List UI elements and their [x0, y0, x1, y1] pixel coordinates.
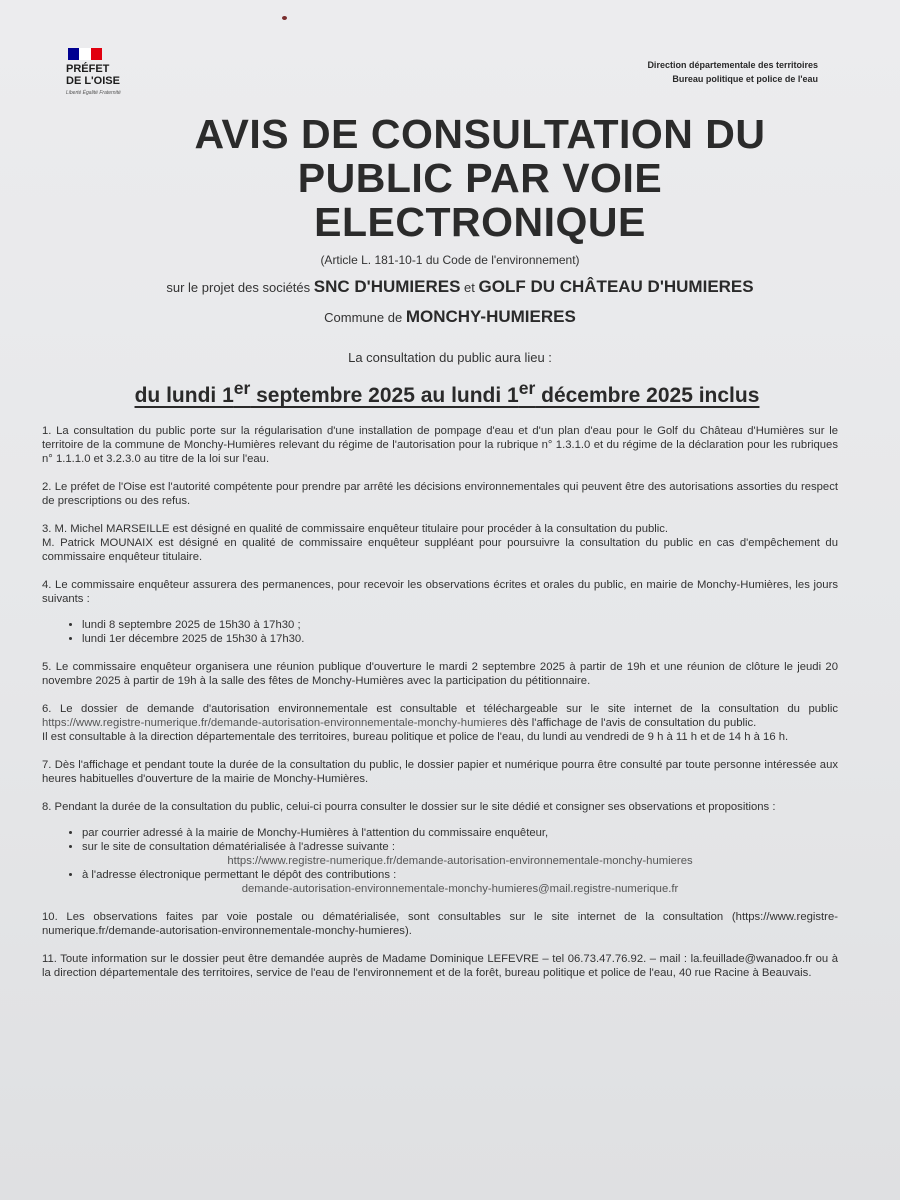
list-item: • par courrier adressé à la mairie de Monchy-Humières à l'attention du commissaire enquêteur,	[82, 826, 838, 840]
item-5: 5. Le commissaire enquêteur organisera une réunion publique d'ouverture le mardi 2 septembre 2025 à partir de 19h et une réunion de clôture le jeudi 20 novembre 2025 à partir de 19h à la salle des fêtes de Monchy-Humières avec la participation du pétitionnaire.	[42, 661, 838, 687]
list-item: • sur le site de consultation dématérialisée à l'adresse suivante : https://www.registre-numerique.fr/demande-autorisation-environnementale-monchy-humieres	[82, 840, 838, 868]
french-flag-icon	[68, 48, 102, 60]
commune-line: Commune de MONCHY-HUMIERES	[324, 307, 576, 326]
item-1: 1. La consultation du public porte sur la régularisation d'une installation de pompage d'eau et d'un plan d'eau pour le Golf du Château d'Humières sur le territoire de la commune de Monchy-Humières relevant du régime de l'autorisation pour la rubrique n° 1.3.1.0 et du régime de la déclaration pour les rubriques n° 1.1.1.0 et 3.2.3.0 au titre de la loi sur l'eau.	[42, 425, 838, 465]
item-2: 2. Le préfet de l'Oise est l'autorité compétente pour prendre par arrêté les décisions environnementales qui peuvent être des autorisations assorties du respect de prescriptions ou des refus.	[42, 481, 838, 507]
consultation-dates: du lundi 1er septembre 2025 au lundi 1er décembre 2025 inclus	[134, 378, 760, 407]
item-4: 4. Le commissaire enquêteur assurera des permanences, pour recevoir les observations écrites et orales du public, en mairie de Monchy-Humières, les jours suivants :	[42, 579, 838, 605]
permanences-list	[42, 618, 838, 646]
consultation-intro: La consultation du public aura lieu :	[348, 350, 552, 365]
item-3a: 3. M. Michel MARSEILLE est désigné en qualité de commissaire enquêteur titulaire pour procéder à la consultation du public.	[42, 523, 669, 535]
item-6a: 6. Le dossier de demande d'autorisation environnementale est consultable et téléchargeable sur le site internet de la consultation du public https://www.registre-numerique.fr/demande-autorisation-environnementale-monchy-humieres dès l'affichage de l'avis de consultation du public.	[42, 703, 838, 729]
contribution-email-link[interactable]: demande-autorisation-environnementale-monchy-humieres@mail.registre-numerique.fr	[241, 883, 679, 895]
project-line: sur le projet des sociétés SNC D'HUMIERES et GOLF DU CHÂTEAU D'HUMIERES	[166, 277, 754, 296]
prefecture-logo	[66, 48, 136, 96]
issuing-direction: Direction départementale des territoires Bureau politique et police de l'eau	[647, 60, 818, 84]
list-item: • lundi 8 septembre 2025 de 15h30 à 17h30 ;	[82, 618, 838, 632]
item-7: 7. Dès l'affichage et pendant toute la durée de la consultation du public, le dossier papier et numérique pourra être consulté par toute personne intéressée aux heures habituelles d'ouverture de la mairie de Monchy-Humières.	[42, 759, 838, 785]
registry-link[interactable]: https://www.registre-numerique.fr/demande-autorisation-environnementale-monchy-humieres	[42, 717, 508, 729]
contribution-methods-list	[42, 826, 838, 896]
item-8: 8. Pendant la durée de la consultation du public, celui-ci pourra consulter le dossier sur le site dédié et consigner ses observations et propositions :	[42, 801, 776, 813]
item-3b: M. Patrick MOUNAIX est désigné en qualité de commissaire enquêteur suppléant pour poursuivre la consultation du public en cas d'empêchement du commissaire enquêteur titulaire.	[42, 537, 838, 563]
page-title: AVIS DE CONSULTATION DU PUBLIC PAR VOIE ELECTRONIQUE	[194, 111, 766, 245]
list-item: • à l'adresse électronique permettant le dépôt des contributions : demande-autorisation-environnementale-monchy-humieres@mail.registre-numerique.fr	[82, 868, 838, 896]
item-6b: Il est consultable à la direction départementale des territoires, bureau politique et police de l'eau, du lundi au vendredi de 9 h à 11 h et de 14 h à 16 h.	[42, 731, 789, 743]
item-10: 10. Les observations faites par voie postale ou dématérialisée, sont consultables sur le site internet de la consultation (https://www.registre-numerique.fr/demande-autorisation-environnementale-monchy-humieres).	[42, 911, 838, 937]
registry-link[interactable]: https://www.registre-numerique.fr/demande-autorisation-environnementale-monchy-humieres	[227, 855, 693, 867]
ink-spot	[282, 16, 287, 20]
item-11: 11. Toute information sur le dossier peut être demandée auprès de Madame Dominique LEFEVRE – tel 06.73.47.76.92. – mail : la.feuillade@wanadoo.fr ou à la direction départementale des territoires, service de l'eau de l'environnement et de la forêt, bureau politique et police de l'eau, 40 rue Racine à Beauvais.	[42, 953, 838, 979]
logo-prefet: PRÉFET DE L'OISE	[66, 63, 120, 87]
article-reference: (Article L. 181-10-1 du Code de l'environnement)	[320, 253, 580, 267]
logo-motto: Liberté Égalité Fraternité	[66, 90, 121, 96]
list-item: • lundi 1er décembre 2025 de 15h30 à 17h30.	[82, 632, 838, 646]
notice-body	[42, 424, 838, 994]
